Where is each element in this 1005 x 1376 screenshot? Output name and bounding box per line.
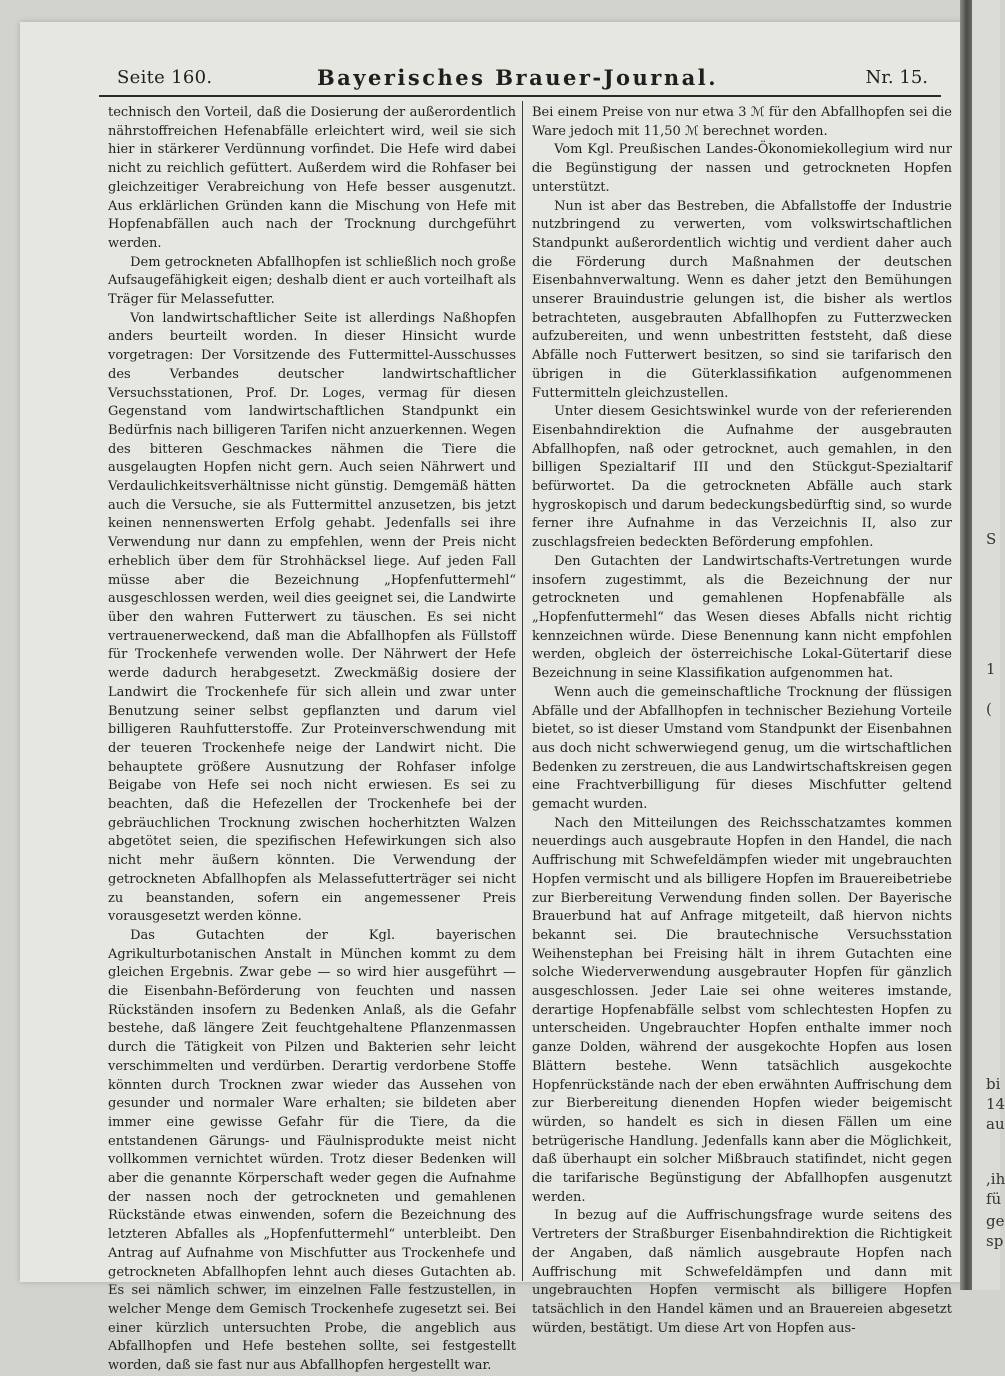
journal-title: Bayerisches Brauer-Journal.	[316, 65, 719, 90]
adjacent-page-fragment: S	[986, 530, 997, 548]
header-rule	[99, 95, 941, 97]
paragraph: Den Gutachten der Landwirtschafts-Vertretungen wurde insofern zugestimmt, als die Bezeichnung der nur getrockneten und gemahlenen Hopfenabfälle als „Hopfenfuttermehl“ das Wesen dieses Abfalls nicht richtig kennzeichnen würde. Diese Benennung kann nicht empfohlen werden, obgleich der österreichische Lokal-Gütertarif diese Bezeichnung in seine Klassifikation aufgenommen hat.	[532, 553, 952, 682]
issue-number: Nr. 15.	[865, 67, 928, 88]
paragraph: Wenn auch die gemeinschaftliche Trocknung der flüssigen Abfälle und der Abfallhopfen in technischer Beziehung Vorteile bietet, so ist dieser Umstand vom Standpunkt der Eisenbahnen aus doch nicht schwerwiegend genug, um die wirtschaftlichen Bedenken zu zerstreuen, die aus Landwirtschaftskreisen gegen eine Frachtverbilligung für dieses Mischfutter geltend gemacht wurden.	[532, 684, 952, 813]
adjacent-page-fragment: fü	[986, 1190, 1002, 1208]
paragraph: Nach den Mitteilungen des Reichsschatzamtes kommen neuerdings auch ausgebraute Hopfen in den Handel, die nach Auffrischung mit Schwefeldämpfen wieder mit ungebrauchten Hopfen vermischt und als billigere Hopfen im Brauereibetriebe zur Bierbereitung Verwendung finden sollen. Der Bayerische Brauerbund hat auf Anfrage mitgeteilt, daß hiervon nichts bekannt sei. Die brautechnische Versuchsstation Weihenstephan bei Freising hält in ihrem Gutachten eine solche Wiederverwendung ausgebrauter Hopfen für gänzlich ausgeschlossen. Jeder Laie sei ohne weiteres imstande, derartige Hopfenabfälle selbst vom schlechtesten Hopfen zu unterscheiden. Ungebrauchter Hopfen enthalte immer noch ganze Dolden, während der ausgekochte Hopfen aus losen Blättern bestehe. Wenn tatsächlich ausgekochte Hopfenrückstände nach der eben erwähnten Auffrischung dem zur Bierbereitung dienenden Hopfen wieder beigemischt würden, so handelt es sich in diesen Fällen um eine betrügerische Handlung. Jedenfalls kann aber die Möglichkeit, daß überhaupt ein solcher Mißbrauch statifindet, nicht gegen die tarifarische Begünstigung der Abfallhopfen ausgenutzt werden.	[532, 815, 952, 1205]
page-gutter-shadow	[960, 0, 972, 1290]
page-number: Seite 160.	[117, 67, 213, 88]
adjacent-page-fragment: 14	[986, 1095, 1005, 1113]
paragraph: Nun ist aber das Bestreben, die Abfallstoffe der Industrie nutzbringend zu verwerten, vom volkswirtschaftlichen Standpunkt außerordentlich wichtig und verdient daher auch die Förderung durch Maßnahmen der deutschen Eisenbahnverwaltung. Wenn es daher jetzt den Bemühungen unserer Brauindustrie gelungen ist, die bisher als wertlos betrachteten, ausgebrauten Abfallhopfen zu Futterzwecken aufzubereiten, und wenn unbestritten feststeht, daß diese Abfälle noch Futterwert besitzen, so sind sie tarifarisch den übrigen in die Güterklassifikation aufgenommenen Futtermitteln gleichzustellen.	[532, 198, 952, 401]
adjacent-page-fragment: ge	[986, 1212, 1005, 1230]
paragraph: Unter diesem Gesichtswinkel wurde von der referierenden Eisenbahndirektion die Aufnahme der ausgebrauten Abfallhopfen, naß oder getrocknet, auch gemahlen, in den billigen Spezialtarif III und den Stückgut-Spezialtarif befürwortet. Da die getrockneten Abfälle auch stark hygroskopisch und darum bedeckungsbedürftig sind, so wurde ferner ihre Aufnahme in das Verzeichnis II, also zur zuschlagsfreien bedeckten Beförderung empfohlen.	[532, 404, 952, 551]
right-column	[532, 104, 952, 1338]
adjacent-page-fragment: (	[986, 700, 992, 718]
column-divider	[522, 101, 523, 1281]
adjacent-page-fragment: sp	[986, 1232, 1004, 1250]
adjacent-page-fragment: au	[986, 1115, 1005, 1133]
paragraph: Von landwirtschaftlicher Seite ist allerdings Naßhopfen anders beurteilt worden. In dieser Hinsicht wurde vorgetragen: Der Vorsitzende des Futtermittel-Ausschusses des Verbandes deutscher landwirtschaftlicher Versuchsstationen, Prof. Dr. Loges, vermag für diesen Gegenstand vom landwirtschaftlichen Standpunkt ein Bedürfnis nach billigeren Tarifen nicht anzuerkennen. Wegen des bitteren Geschmackes nähmen die Tiere die ausgelaugten Hopfen nicht gern. Auch seien Nährwert und Verdaulichkeitsverhältnisse nicht günstig. Demgemäß hätten auch die Versuche, sie als Futtermittel anzusetzen, bis jetzt keinen nennenswerten Erfolg gehabt. Jedenfalls sei ihre Verwendung nur dann zu empfehlen, wenn der Preis nicht erheblich über dem für Strohhäcksel liege. Auf jeden Fall müsse aber die Bezeichnung „Hopfenfuttermehl“ ausgeschlossen werden, weil dies geeignet sei, die Landwirte über den wahren Futterwert zu täuschen. Es sei nicht vertrauenerweckend, daß man die Abfallhopfen als Füllstoff für Trockenhefe verwenden wolle. Der Nährwert der Hefe werde dadurch herabgesetzt. Zweckmäßig dosiere der Landwirt die Trockenhefe für sich allein und zwar unter Benutzung seiner selbst gepflanzten und darum viel billigeren Rauhfutterstoffe. Zur Proteinverschwendung mit der teueren Trockenhefe neige der Landwirt nicht. Die behauptete größere Ausnutzung der Rohfaser infolge Beigabe von Hefe sei noch nicht erwiesen. Es sei zu beachten, daß die Hefezellen der Trockenhefe bei der gebräuchlichen Trocknung zwischen hocherhitzten Walzen abgetötet seien, die spezifischen Hefewirkungen sich also nicht mehr äußern könnten. Die Verwendung der getrockneten Abfallhopfen als Melassefutterträger sei nicht zu beanstanden, sofern ein angemessener Preis vorausgesetzt werden könne.	[108, 310, 516, 925]
paragraph: Bei einem Preise von nur etwa 3 ℳ für den Abfallhopfen sei die Ware jedoch mit 11,50 ℳ berechnet worden.	[532, 105, 952, 139]
paragraph: Vom Kgl. Preußischen Landes-Ökonomiekollegium wird nur die Begünstigung der nassen und getrockneten Hopfen unterstützt.	[532, 142, 952, 195]
adjacent-page-fragment: ,ih	[986, 1170, 1005, 1188]
adjacent-page-fragment: 1	[986, 660, 996, 678]
paragraph: Das Gutachten der Kgl. bayerischen Agrikulturbotanischen Anstalt in München kommt zu dem gleichen Ergebnis. Zwar gebe — so wird hier ausgeführt — die Eisenbahn-Beförderung von feuchten und nassen Rückständen insofern zu Bedenken Anlaß, als die Gefahr bestehe, daß längere Zeit feuchtgehaltene Pflanzenmassen durch die Tätigkeit von Pilzen und Bakterien sehr leicht verschimmelten und verdürben. Derartig verdorbene Stoffe könnten durch Trocknen zwar wieder das Aussehen von gesunder und normaler Ware erhalten; sie bildeten aber immer eine gewisse Gefahr für die Tiere, da die entstandenen Gärungs- und Fäulnisprodukte meist nicht vollkommen vernichtet würden. Trotz dieser Bedenken will aber die genannte Körperschaft weder gegen die Aufnahme der nassen noch der getrockneten und gemahlenen Rückstände etwas einwenden, sofern die Bezeichnung des letzteren Abfalles als „Hopfenfuttermehl“ unterbleibt. Den Antrag auf Aufnahme von Mischfutter aus Trockenhefe und getrockneten Abfallhopfen lehnt auch dieses Gutachten ab. Es sei nämlich schwer, im einzelnen Falle festzustellen, in welcher Menge dem Gemisch Trockenhefe zugesetzt sei. Bei einer kürzlich untersuchten Probe, die angeblich aus Abfallhopfen und Hefe bestehen sollte, sei festgestellt worden, daß sie fast nur aus Abfallhopfen hergestellt war.	[108, 927, 516, 1374]
left-column	[108, 104, 516, 1376]
paragraph: In bezug auf die Auffrischungsfrage wurde seitens des Vertreters der Straßburger Eisenbahndirektion die Richtigkeit der Angaben, daß nämlich ausgebraute Hopfen nach Auffrischung mit Schwefeldämpfen und dann mit ungebrauchten Hopfen vermischt als billigere Hopfen tatsächlich in den Handel kämen und an Brauereien abgesetzt würden, bestätigt. Um diese Art von Hopfen aus-	[532, 1208, 952, 1336]
paragraph: Dem getrockneten Abfallhopfen ist schließlich noch große Aufsaugefähigkeit eigen; deshalb dient er auch vorteilhaft als Träger für Melassefutter.	[108, 254, 516, 308]
adjacent-page-fragment: bi	[986, 1075, 1001, 1093]
paragraph: technisch den Vorteil, daß die Dosierung der außerordentlich nährstoffreichen Hefenabfälle erleichtert wird, weil sie sich hier in stärkerer Verdünnung vorfindet. Die Hefe wird dabei nicht zu reichlich gefüttert. Außerdem wird die Rohfaser bei gleichzeitiger Verabreichung von Hefe besser ausgenutzt. Aus erklärlichen Gründen kann die Mischung von Hefe mit Hopfenabfällen auch nach der Trocknung durchgeführt werden.	[108, 105, 516, 251]
page-header	[95, 65, 940, 97]
